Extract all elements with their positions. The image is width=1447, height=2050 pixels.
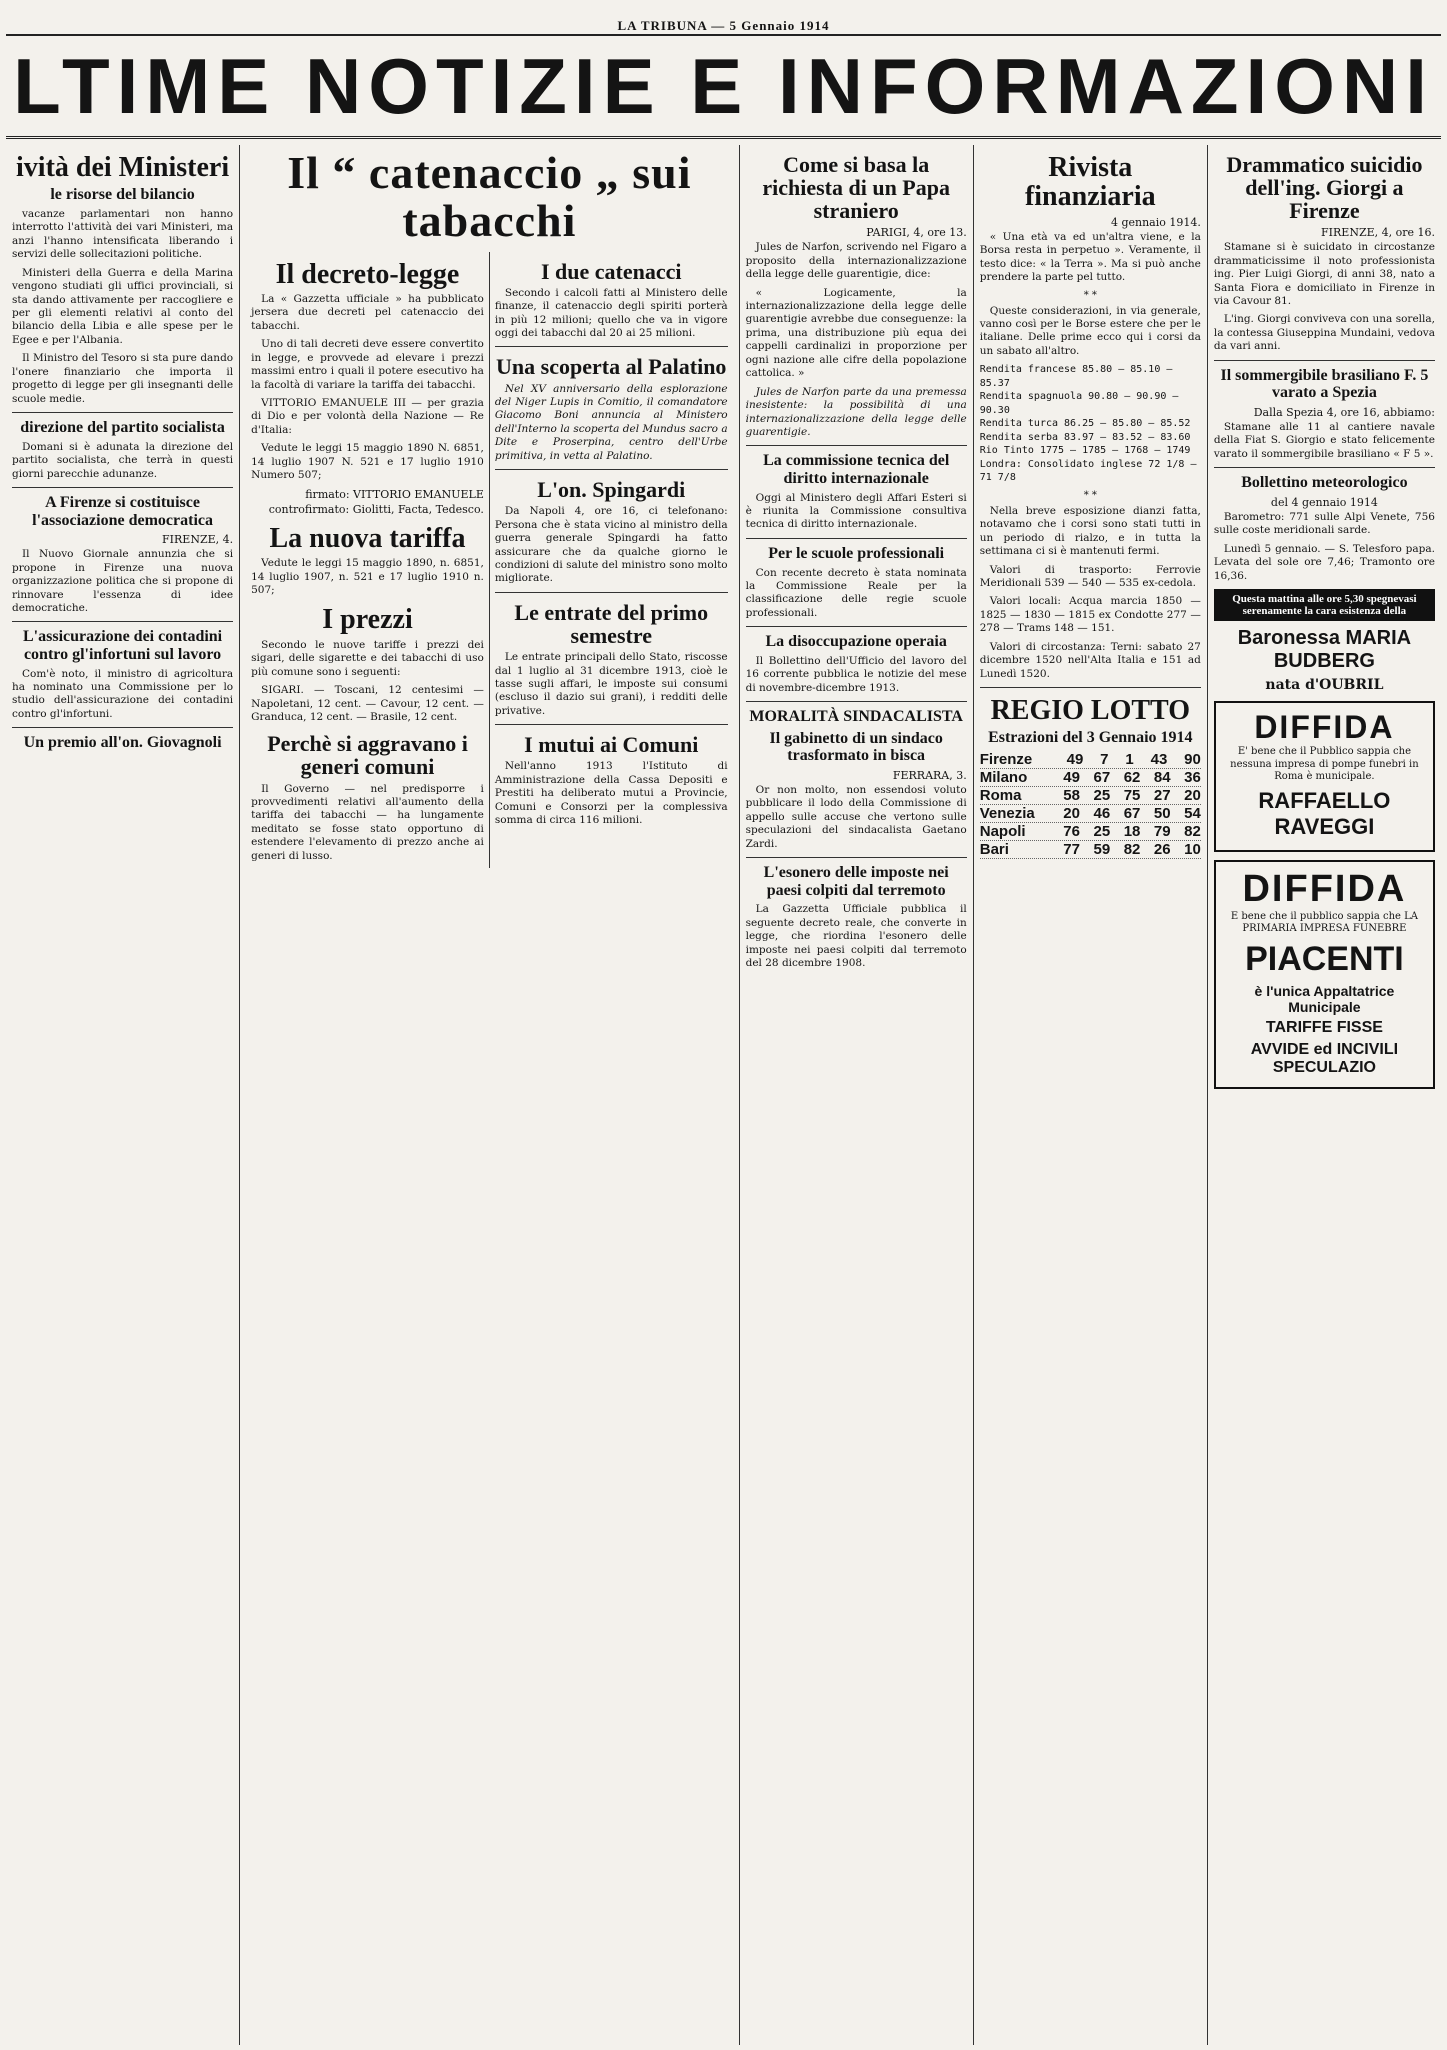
quote-row: Rendita spagnuola 90.80 — 90.90 — 90.30 xyxy=(979,391,1179,416)
paragraph: Stamane alle 11 al cantiere navale della Fiat S. Giorgio e stato felicemente varato il sommergibile brasiliano « F 5 ». xyxy=(1213,420,1435,460)
column-ministeri xyxy=(6,145,240,2045)
article-title-scuole: Per le scuole professionali xyxy=(768,544,945,562)
paragraph: Nella breve esposizione dianzi fatta, notavamo che i corsi sono stati tutti in un periodo di rialzo, e in tutta la settimana ci si è mantenuti fermi. xyxy=(979,504,1201,558)
section-title-decreto: Il decreto-legge xyxy=(275,258,460,290)
paragraph: Vedute le leggi 15 maggio 1890 N. 6851, 14 luglio 1907 N. 521 e 17 luglio 1910 Numero 507; xyxy=(251,442,484,482)
quote-row: Londra: Consolidato inglese 72 1/8 — 71 7/8 xyxy=(979,458,1197,484)
quote-row: Rendita francese 85.80 — 85.10 — 85.37 xyxy=(979,364,1173,389)
lotto-number: 75 xyxy=(1123,787,1141,805)
divider xyxy=(495,724,728,725)
lotto-number: 90 xyxy=(1184,751,1201,769)
lotto-city: Milano xyxy=(979,769,1028,787)
divider xyxy=(980,687,1201,688)
paragraph: « Una età va ed un'altra viene, e la Borsa resta in perpetuo ». Veramente, il testo dice: « la Terra ». Ma si può anche prendere la parte pel tutto. xyxy=(979,230,1201,284)
lotto-city: Napoli xyxy=(979,823,1026,841)
lotto-title: REGIO LOTTO xyxy=(990,695,1191,727)
lotto-number: 82 xyxy=(1123,841,1141,859)
paragraph: Da Napoli 4, ore 16, ci telefonano: Persona che è stata vicino al ministro della guerra generale Spingardi ha fatto assicurare che da qualche giorno le condizioni di salute del ministro sono molto migliorate. xyxy=(494,505,728,585)
lotto-number: 76 xyxy=(1063,823,1080,841)
running-head: LA TRIBUNA — 5 Gennaio 1914 xyxy=(6,0,1441,36)
lotto-city: Bari xyxy=(979,841,1009,859)
divider xyxy=(1214,360,1435,361)
paragraph: La Gazzetta Ufficiale pubblica il seguente decreto reale, che converte in legge, che riordina l'esonero delle imposte nei paesi colpiti dal terremoto del 28 dicembre 1908. xyxy=(745,903,967,970)
article-title-firenze: A Firenze si costituisce l'associazione democratica xyxy=(32,494,213,529)
lotto-number: 50 xyxy=(1153,805,1171,823)
lotto-number: 84 xyxy=(1153,769,1171,787)
article-title-contadini: L'assicurazione dei contadini contro gl'infortuni sul lavoro xyxy=(23,628,223,663)
lotto-number: 77 xyxy=(1063,841,1080,859)
paragraph: Domani si è adunata la direzione del partito socialista, che terrà in questi giorni parecchie adunanze. xyxy=(12,440,234,480)
subcolumn-left xyxy=(246,252,489,869)
paragraph: Queste considerazioni, in via generale, vanno così per le Borse estere che per le italiane. Delle prime ecco qui i corsi da un sabato all'altro. xyxy=(979,304,1201,357)
divider xyxy=(1214,467,1435,468)
divider xyxy=(12,412,233,413)
divider xyxy=(495,592,728,593)
signature: firmato: VITTORIO EMANUELE xyxy=(305,487,484,501)
article-title-commissione: La commissione tecnica del diritto internazionale xyxy=(763,452,950,487)
ad-company: PIACENTI xyxy=(1245,939,1404,978)
lotto-row xyxy=(980,769,1201,787)
paragraph: Jules de Narfon, scrivendo nel Figaro a proposito della internazionalizzazione della legge delle guarentigie, dice: xyxy=(745,241,967,281)
dateline: Dalla Spezia 4, ore 16, abbiamo: xyxy=(1253,405,1435,419)
paragraph: Com'è noto, il ministro di agricoltura ha nominato una Commissione per lo studio dell'assicurazione dei contadini contro gl'infortuni. xyxy=(12,667,234,720)
section-title-spingardi: L'on. Spingardi xyxy=(537,477,686,503)
lotto-number: 54 xyxy=(1184,805,1201,823)
subcolumn-right xyxy=(489,252,733,869)
paragraph-italic: Jules de Narfon parte da una premessa inesistente: la possibilità di una internazionalizzazione della legge delle guarentigie. xyxy=(745,385,967,438)
article-subtitle-ministeri: le risorse del bilancio xyxy=(50,186,195,204)
paragraph: Uno di tali decreti deve essere convertito in legge, e provvede ad elevare i prezzi massimi entro i quali il potere esecutivo ha la facoltà di variare la tariffa dei tabacchi. xyxy=(251,338,484,391)
lotto-number: 27 xyxy=(1153,787,1171,805)
lotto-number: 20 xyxy=(1184,787,1201,805)
section-title-perche: Perchè si aggravano i generi comuni xyxy=(267,731,468,780)
lotto-table xyxy=(980,751,1201,859)
dateline: PARIGI, 4, ore 13. xyxy=(866,226,967,240)
lotto-number: 43 xyxy=(1150,751,1168,769)
ad-warning: AVVIDE ed INCIVILI SPECULAZIO xyxy=(1250,1040,1399,1076)
article-title-ministeri: ività dei Ministeri xyxy=(16,152,230,183)
column-tabacchi xyxy=(240,145,739,2045)
obituary-born: nata d'OUBRIL xyxy=(1265,677,1384,694)
quotes-table xyxy=(980,363,1201,485)
section-title-catenacci: I due catenacci xyxy=(540,258,682,284)
columns xyxy=(6,145,1441,2045)
divider xyxy=(12,727,233,728)
quote-row: Rio Tinto 1775 — 1785 — 1768 — 1749 xyxy=(979,445,1191,457)
obituary-banner: Questa mattina alle ore 5,30 spegnevasi serenamente la cara esistenza della xyxy=(1214,589,1435,621)
lotto-row xyxy=(980,787,1201,805)
lotto-number: 79 xyxy=(1153,823,1171,841)
lotto-number: 10 xyxy=(1184,841,1201,859)
divider xyxy=(746,626,967,627)
separator-stars: * * xyxy=(1083,289,1097,301)
paragraph: La « Gazzetta ufficiale » ha pubblicato jersera due decreti pel catenaccio dei tabacchi. xyxy=(251,292,484,332)
dateline: FIRENZE, 4. xyxy=(162,533,234,547)
article-title-premio: Un premio all'on. Giovagnoli xyxy=(23,734,222,752)
article-title-tabacchi: Il “ catenaccio „ sui tabacchi xyxy=(287,147,692,247)
tabacchi-subcolumns xyxy=(246,252,732,869)
lotto-number: 49 xyxy=(1063,769,1080,787)
lotto-number: 46 xyxy=(1093,805,1111,823)
article-title-direzione: direzione del partito socialista xyxy=(20,419,225,437)
quote-row: Rendita serba 83.97 — 83.52 — 83.60 xyxy=(979,431,1191,443)
countersignature: controfirmato: Giolitti, Facta, Tedesco. xyxy=(268,502,484,516)
section-title-mutui: I mutui ai Comuni xyxy=(524,732,699,758)
paragraph: Il Bollettino dell'Ufficio del lavoro del 16 corrente pubblica le notizie del mese di novembre-dicembre 1913. xyxy=(745,654,967,694)
paragraph: « Logicamente, la internazionalizzazione della legge delle guarentigie avrebbe due conseguenze: la prima, una distribuzione più equa dei cappelli cardinalizi in proporzione per ogni nazione alle cifre della popolazione cattolica. » xyxy=(745,286,967,380)
paragraph: Con recente decreto è stata nominata la Commissione Reale per la classificazione delle regie scuole professionali. xyxy=(745,566,967,619)
paragraph: Il Nuovo Giornale annunzia che si propone in Firenze una nuova organizzazione politica che si propone di rinnovare l'essenza di idee democratiche. xyxy=(12,548,234,614)
divider xyxy=(746,701,967,702)
paragraph: Stamane si è suicidato in circostanze drammaticissime il noto professionista ing. Pier Luigi Giorgi, di anni 38, nato a Santa Fiora e domiciliato in Firenze in via Cavour 81. xyxy=(1213,241,1435,308)
article-title-meteo: Bollettino meteorologico xyxy=(1241,474,1408,492)
article-title-disoccupazione: La disoccupazione operaia xyxy=(765,633,947,651)
ad-title: DIFFIDA xyxy=(1254,709,1395,746)
lotto-number: 7 xyxy=(1100,751,1109,769)
lotto-number: 49 xyxy=(1066,751,1084,769)
divider xyxy=(746,445,967,446)
article-title-esonero: L'esonero delle imposte nei paesi colpiti dal terremoto xyxy=(763,864,949,899)
section-title-entrate: Le entrate del primo semestre xyxy=(514,599,709,648)
lotto-row xyxy=(980,751,1201,769)
column-papa xyxy=(740,145,974,2045)
lotto-subtitle: Estrazioni del 3 Gennaio 1914 xyxy=(988,729,1193,747)
lotto-row xyxy=(980,823,1201,841)
paragraph: Il Ministro del Tesoro si sta pure dando l'onere finanziario che importa il progetto di legge per gli insegnanti delle scuole medie. xyxy=(12,352,234,405)
lotto-number: 36 xyxy=(1184,769,1201,787)
lotto-number: 26 xyxy=(1153,841,1171,859)
lotto-number: 20 xyxy=(1063,805,1080,823)
paragraph: L'ing. Giorgi conviveva con una sorella, la contessa Giuseppina Mundaini, vedova da vari anni. xyxy=(1213,313,1435,353)
separator-stars: * * xyxy=(1083,489,1097,501)
article-title-sommergibile: Il sommergibile brasiliano F. 5 varato a Spezia xyxy=(1220,366,1429,402)
lotto-number: 25 xyxy=(1093,823,1111,841)
lotto-city: Venezia xyxy=(979,805,1035,823)
column-rivista-finanziaria xyxy=(974,145,1208,2045)
paragraph: Le entrate principali dello Stato, riscosse dal 1 luglio al 31 dicembre 1913, cioè le tasse sugli affari, le imposte sui consumi (escluso il dazio sui grani), i redditi delle privative. xyxy=(494,651,728,717)
paragraph: Lunedì 5 gennaio. — S. Telesforo papa. Levata del sole ore 7,46; Tramonto ore 16,36. xyxy=(1213,542,1435,582)
paragraph: Nell'anno 1913 l'Istituto di Amministrazione della Cassa Depositi e Prestiti ha deliberato mutui a Provincie, Comuni e Consorzi per la complessiva somma di circa 116 milioni. xyxy=(494,760,728,827)
paragraph: Oggi al Ministero degli Affari Esteri si è riunita la Commissione consultiva tecnica di diritto internazionale. xyxy=(745,491,967,531)
dateline: 4 gennaio 1914. xyxy=(1110,215,1201,229)
article-title-sindaco: Il gabinetto di un sindaco trasformato in bisca xyxy=(769,729,943,765)
ad-tariffe: TARIFFE FISSE xyxy=(1265,1018,1383,1036)
article-title-rivista: Rivista finanziaria xyxy=(1024,152,1156,213)
lotto-row xyxy=(980,841,1201,859)
paragraph: Barometro: 771 sulle Alpi Venete, 756 sulle coste meridionali sarde. xyxy=(1213,510,1435,537)
section-title-prezzi: I prezzi xyxy=(322,604,413,636)
ad-subtitle: è l'unica Appaltatrice Municipale xyxy=(1254,982,1395,1015)
paragraph: vacanze parlamentari non hanno interrotto l'attività dei vari Ministeri, ma anzi l'hanno intensificata liberando i servizi delle sollecitazioni politiche. xyxy=(12,207,234,261)
paragraph: Ministeri della Guerra e della Marina vengono studiati gli uffici provinciali, si sta dando attivamente per raccogliere e per gli elementi relativi al conto del bilancio della Libia e alle spese per le Egee e per l'Albania. xyxy=(12,266,234,346)
ad-company: RAFFAELLO RAVEGGI xyxy=(1258,787,1391,839)
paragraph: Or non molto, non essendosi voluto pubblicare il lodo della Commissione di appello sulle accuse che vertono sulle speculazioni del sindacalista Gaetano Zardi. xyxy=(745,783,967,850)
advertisement-diffida-2 xyxy=(1214,860,1435,1089)
lotto-number: 82 xyxy=(1184,823,1201,841)
lotto-city: Roma xyxy=(979,787,1022,805)
paragraph: Il Governo — nel predisporre i provvedimenti relativi all'aumento della tariffa dei tabacchi — ha lungamente meditato se fosse stato opportuno di estendere l'elevamento di prezzo anche ai generi di lusso. xyxy=(251,782,484,862)
obituary-name: Baronessa MARIA BUDBERG xyxy=(1237,627,1412,673)
lotto-number: 58 xyxy=(1063,787,1080,805)
advertisement-diffida-1 xyxy=(1214,701,1435,852)
dateline: FERRARA, 3. xyxy=(892,768,967,782)
lotto-row xyxy=(980,805,1201,823)
paragraph: VITTORIO EMANUELE III — per grazia di Dio e per volontà della Nazione — Re d'Italia: xyxy=(251,397,484,436)
divider xyxy=(495,346,728,347)
lotto-number: 1 xyxy=(1125,751,1134,769)
page-banner: LTIME NOTIZIE E INFORMAZIONI xyxy=(6,36,1441,139)
dateline: FIRENZE, 4, ore 16. xyxy=(1321,226,1435,240)
article-title-papa: Come si basa la richiesta di un Papa straniero xyxy=(762,152,950,224)
lotto-number: 18 xyxy=(1123,823,1141,841)
lotto-number: 25 xyxy=(1093,787,1111,805)
article-kicker-moralita: MORALITÀ SINDACALISTA xyxy=(749,708,963,726)
column-cronaca xyxy=(1208,145,1441,2045)
ad-text: E' bene che il Pubblico sappia che nessuna impresa di pompe funebri in Roma è municipale. xyxy=(1230,746,1419,783)
paragraph: Secondo le nuove tariffe i prezzi dei sigari, delle sigarette e dei tabacchi di uso più comune sono i seguenti: xyxy=(251,638,484,678)
lotto-number: 67 xyxy=(1093,769,1111,787)
section-title-palatino: Una scoperta al Palatino xyxy=(496,354,727,380)
meteo-date: del 4 gennaio 1914 xyxy=(1270,495,1378,509)
article-title-suicidio: Drammatico suicidio dell'ing. Giorgi a Firenze xyxy=(1226,152,1423,224)
divider xyxy=(12,487,233,488)
lotto-number: 59 xyxy=(1093,841,1111,859)
divider xyxy=(746,857,967,858)
paragraph: SIGARI. — Toscani, 12 centesimi — Napoletani, 12 cent. — Cavour, 12 cent. — Granduca, 12 cent. — Brasile, 12 cent. xyxy=(251,684,484,723)
lotto-number: 62 xyxy=(1123,769,1141,787)
quote-row: Rendita turca 86.25 — 85.80 — 85.52 xyxy=(979,418,1191,430)
paragraph: Valori di circostanza: Terni: sabato 27 dicembre 1520 nell'Alta Italia e 151 ad Lunedì 1520. xyxy=(979,640,1201,680)
lotto-number: 67 xyxy=(1123,805,1141,823)
divider xyxy=(495,469,728,470)
section-title-tariffa: La nuova tariffa xyxy=(269,522,466,554)
paragraph: Valori di trasporto: Ferrovie Meridionali 539 — 540 — 535 ex-cedola. xyxy=(979,563,1201,589)
divider xyxy=(12,621,233,622)
ad-text: E bene che il pubblico sappia che LA PRIMARIA IMPRESA FUNEBRE xyxy=(1230,910,1418,935)
lotto-city: Firenze xyxy=(979,751,1033,769)
ad-title: DIFFIDA xyxy=(1242,867,1407,910)
paragraph: Secondo i calcoli fatti al Ministero delle finanze, il catenaccio degli spiriti porterà in più 12 milioni; quello che va in vigore oggi dei tabacchi dal 20 ai 25 milioni. xyxy=(494,286,728,339)
paragraph-italic: Nel XV anniversario della esplorazione del Niger Lupis in Comitio, il comandatore Giacomo Boni annuncia al Ministero dell'Interno la scoperta del Mundus sacro a Dite e Proserpina, centro dell'Urbe primitiva, in vetta al Palatino. xyxy=(494,382,728,462)
divider xyxy=(746,538,967,539)
paragraph: Valori locali: Acqua marcia 1850 — 1825 — 1830 — 1815 ex Condotte 277 — 278 — Trams 148 — 151. xyxy=(979,595,1201,635)
paragraph: Vedute le leggi 15 maggio 1890, n. 6851, 14 luglio 1907, n. 521 e 17 luglio 1910 n. 507; xyxy=(251,557,484,596)
